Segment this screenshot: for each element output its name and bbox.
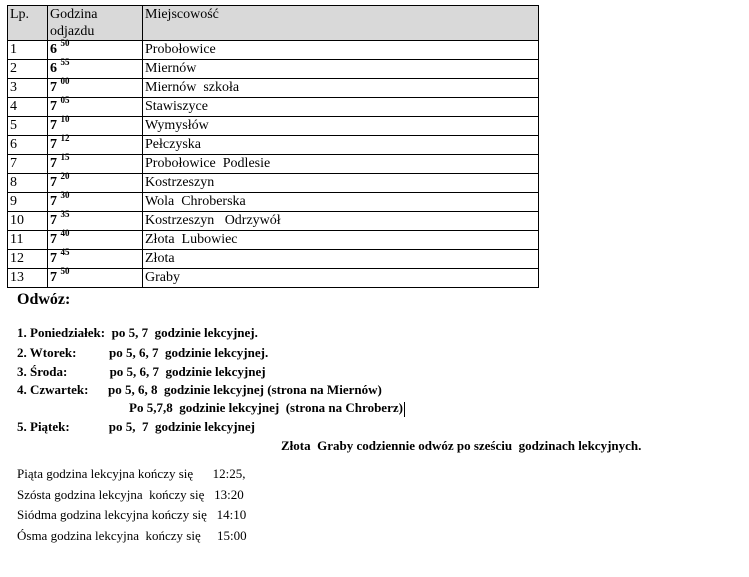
row-lp: 9	[8, 193, 48, 212]
table-row	[8, 79, 539, 98]
row-place: Kostrzeszyn Odrzywół	[143, 212, 539, 231]
return-thursday-alt-text: Po 5,7,8 godzinie lekcyjnej (strona na Chroberz)	[129, 400, 403, 415]
row-minute: 45	[60, 247, 70, 258]
row-hour: 7	[50, 251, 57, 266]
row-minute: 50	[60, 266, 70, 277]
row-minute: 20	[60, 171, 70, 182]
table-row	[8, 41, 539, 60]
header-place: Miejscowość	[143, 6, 539, 41]
row-hour: 7	[50, 194, 57, 209]
row-hour: 7	[50, 99, 57, 114]
row-lp: 3	[8, 79, 48, 98]
row-minute: 12	[60, 133, 70, 144]
table-body	[8, 38, 539, 288]
return-friday: 5. Piątek: po 5, 7 godzinie lekcyjnej	[17, 419, 255, 434]
row-minute: 10	[60, 114, 70, 125]
text-cursor	[404, 402, 405, 417]
row-lp: 7	[8, 155, 48, 174]
bus-schedule-table	[7, 5, 539, 288]
row-lp: 11	[8, 231, 48, 250]
header-departure-time	[48, 6, 143, 41]
row-minute: 55	[60, 57, 70, 68]
row-lp: 5	[8, 117, 48, 136]
row-place: Graby	[143, 269, 539, 288]
row-lp: 2	[8, 60, 48, 79]
table-row	[8, 193, 539, 212]
row-lp: 1	[8, 41, 48, 60]
row-hour: 7	[50, 156, 57, 171]
table-row	[8, 231, 539, 250]
row-place: Złota Lubowiec	[143, 231, 539, 250]
row-place: Probołowice	[143, 41, 539, 60]
row-minute: 05	[60, 95, 70, 106]
return-monday: 1. Poniedziałek: po 5, 7 godzinie lekcyjnej.	[17, 325, 258, 340]
table-row	[8, 98, 539, 117]
row-hour: 6	[50, 61, 57, 76]
row-hour: 7	[50, 80, 57, 95]
end-time-fifth: Piąta godzina lekcyjna kończy się 12:25,	[17, 466, 246, 481]
return-thursday-alt[interactable]	[129, 400, 405, 417]
table-row	[8, 136, 539, 155]
table-row	[8, 269, 539, 288]
row-hour: 6	[50, 42, 57, 57]
row-hour: 7	[50, 270, 57, 285]
header-lp: Lp.	[8, 6, 48, 41]
row-minute: 00	[60, 76, 70, 87]
row-lp: 12	[8, 250, 48, 269]
row-time	[48, 266, 143, 288]
table-row	[8, 60, 539, 79]
table-row	[8, 250, 539, 269]
end-time-seventh: Siódma godzina lekcyjna kończy się 14:10	[17, 507, 247, 522]
row-place: Złota	[143, 250, 539, 269]
row-minute: 35	[60, 209, 70, 220]
row-place: Wymysłów	[143, 117, 539, 136]
table-row	[8, 212, 539, 231]
table-row	[8, 174, 539, 193]
row-hour: 7	[50, 118, 57, 133]
return-zlota-graby: Złota Graby codziennie odwóz po sześciu godzinach lekcyjnych.	[281, 438, 642, 453]
row-minute: 40	[60, 228, 70, 239]
return-tuesday: 2. Wtorek: po 5, 6, 7 godzinie lekcyjnej.	[17, 345, 269, 360]
table-row	[8, 117, 539, 136]
table-row	[8, 155, 539, 174]
row-hour: 7	[50, 137, 57, 152]
row-lp: 13	[8, 269, 48, 288]
row-minute: 15	[60, 152, 70, 163]
row-place: Probołowice Podlesie	[143, 155, 539, 174]
return-transport-heading: Odwóz:	[17, 291, 71, 308]
table-header-row	[8, 6, 539, 41]
row-hour: 7	[50, 232, 57, 247]
end-time-eighth: Ósma godzina lekcyjna kończy się 15:00	[17, 528, 247, 543]
row-lp: 6	[8, 136, 48, 155]
row-hour: 7	[50, 213, 57, 228]
header-time-line2: odjazdu	[50, 24, 95, 39]
row-lp: 4	[8, 98, 48, 117]
return-thursday: 4. Czwartek: po 5, 6, 8 godzinie lekcyjnej (strona na Miernów)	[17, 382, 382, 397]
row-lp: 10	[8, 212, 48, 231]
row-minute: 50	[60, 38, 70, 49]
header-time-line1: Godzina	[50, 7, 98, 22]
end-time-sixth: Szósta godzina lekcyjna kończy się 13:20	[17, 487, 244, 502]
row-place: Kostrzeszyn	[143, 174, 539, 193]
row-place: Wola Chroberska	[143, 193, 539, 212]
row-place: Miernów szkoła	[143, 79, 539, 98]
row-place: Stawiszyce	[143, 98, 539, 117]
return-wednesday: 3. Środa: po 5, 6, 7 godzinie lekcyjnej	[17, 364, 266, 379]
row-lp: 8	[8, 174, 48, 193]
row-place: Miernów	[143, 60, 539, 79]
row-place: Pełczyska	[143, 136, 539, 155]
row-minute: 30	[60, 190, 70, 201]
row-hour: 7	[50, 175, 57, 190]
